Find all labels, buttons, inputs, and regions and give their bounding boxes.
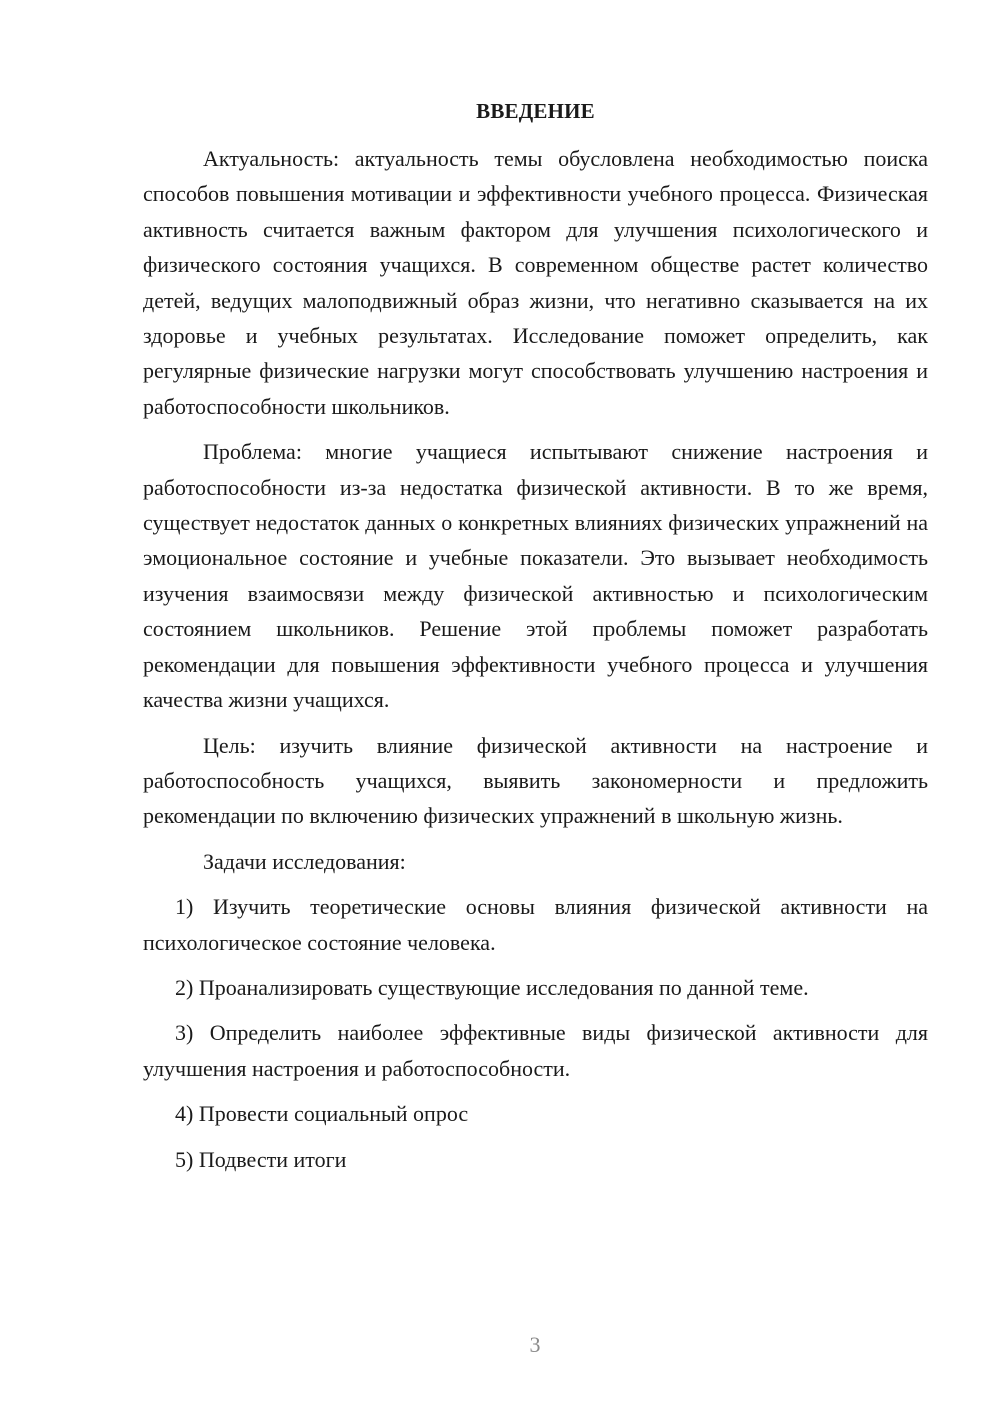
paragraph-relevance: Актуальность: актуальность темы обусловлена необходимостью поиска способов повышения мотивации и эффективности учебного процесса. Физическая активность считается важным фактором для улучшения психологического и физического состояния учащихся. В современном обществе растет количество детей, ведущих малоподвижный образ жизни, что негативно сказывается на их здоровье и учебных результатах. Исследование поможет определить, как регулярные физические нагрузки могут способствовать улучшению настроения и работоспособности школьников. bbox=[143, 146, 928, 419]
paragraph-problem: Проблема: многие учащиеся испытывают снижение настроения и работоспособности из-за недостатка физической активности. В то же время, существует недостаток данных о конкретных влияниях физических упражнений на эмоциональное состояние и учебные показатели. Это вызывает необходимость изучения взаимосвязи между физической активностью и психологическим состоянием школьников. Решение этой проблемы поможет разработать рекомендации для повышения эффективности учебного процесса и улучшения качества жизни учащихся. bbox=[143, 439, 928, 713]
page-number: 3 bbox=[529, 1332, 541, 1357]
paragraph-goal: Цель: изучить влияние физической активности на настроение и работоспособность учащихся, выявить закономерности и предложить рекомендации по включению физических упражнений в школьную жизнь. bbox=[143, 732, 928, 829]
task-item: 1) Изучить теоретические основы влияния физической активности на психологическое состояние человека. bbox=[143, 894, 928, 955]
task-item: 4) Провести социальный опрос bbox=[175, 1101, 469, 1127]
task-item: 3) Определить наиболее эффективные виды физической активности для улучшения настроения и работоспособности. bbox=[143, 1020, 928, 1081]
task-item: 5) Подвести итоги bbox=[175, 1146, 347, 1172]
document-page bbox=[143, 96, 928, 1177]
tasks-list bbox=[143, 889, 928, 1177]
task-item: 2) Проанализировать существующие исследования по данной теме. bbox=[175, 974, 809, 1000]
page-title: ВВЕДЕНИЕ bbox=[476, 99, 595, 123]
tasks-heading: Задачи исследования: bbox=[203, 848, 406, 874]
